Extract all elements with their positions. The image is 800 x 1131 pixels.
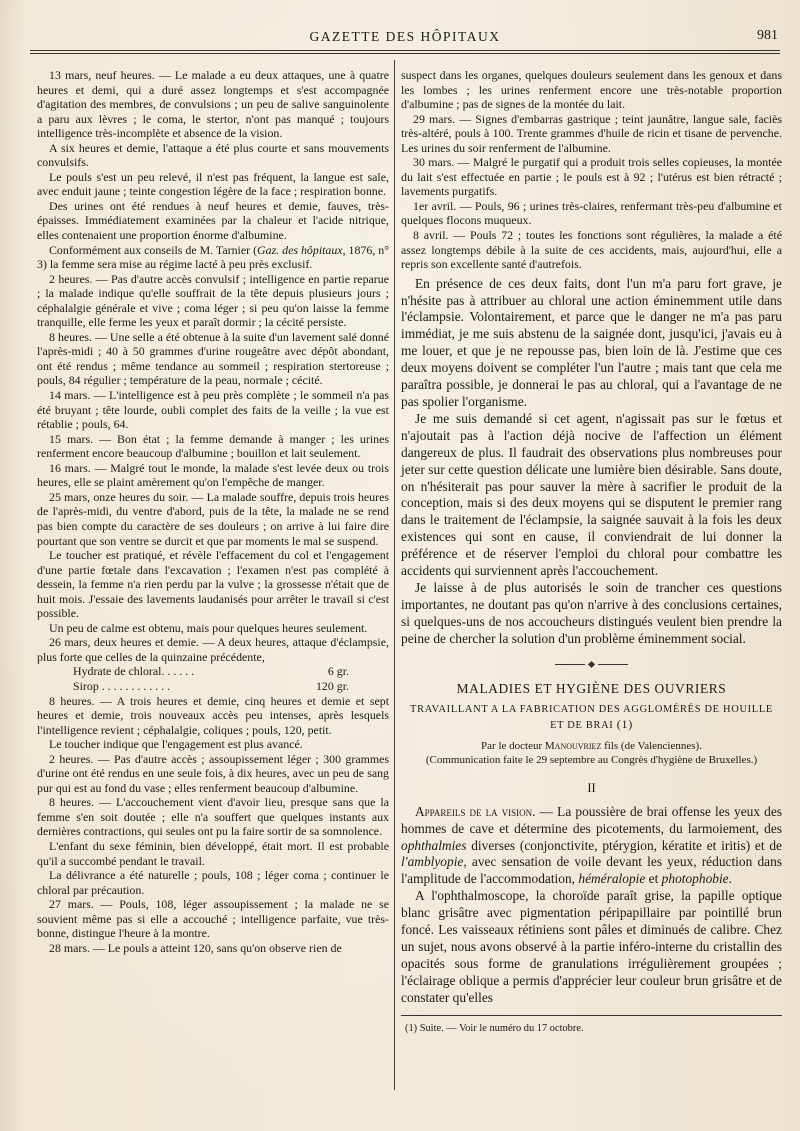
prescription-line	[37, 664, 389, 679]
paragraph-lead: Appareils de la vision.	[415, 803, 536, 819]
term-italic: héméralopie	[578, 871, 646, 887]
paragraph: Des urines ont été rendues à neuf heures et demie, fauves, très-épaisses. Immédiatement examinées par la chaleur et l'acide nitrique, elles contenaient une proportion énorme d'albumine.	[37, 198, 389, 243]
text-run: , avec sensation de voile devant les yeux, réduction dans l'amplitude de l'accommodation,	[401, 854, 782, 887]
paragraph: 1er avril. — Pouls, 96 ; urines très-claires, renfermant très-peu d'albumine et quelques flocons muqueux.	[401, 198, 782, 228]
subtitle-text: TRAVAILLANT A LA FABRICATION DES AGGLOMÉRÉS DE HOUILLE ET DE BRAI	[410, 704, 773, 732]
text-run: et	[645, 871, 662, 887]
right-column	[401, 68, 782, 1035]
left-column	[37, 68, 389, 955]
paragraph	[37, 243, 389, 272]
paragraph: 15 mars. — Bon état ; la femme demande à manger ; les urines renferment encore beaucoup d'albumine ; bouillon et lait seulement.	[37, 431, 389, 461]
paragraph	[401, 804, 782, 889]
footnote-rule	[401, 1015, 782, 1016]
journal-title: GAZETTE DES HÔPITAUX	[309, 29, 501, 44]
term-italic: ophthalmies	[401, 837, 467, 853]
prescription-line	[37, 679, 389, 694]
paragraph: 8 avril. — Pouls 72 ; toutes les fonctions sont régulières, la malade a été assez longtemps débile à la suite de ces accidents, mais, aujourd'hui, elle a repris son excellente santé d'autrefois.	[401, 228, 782, 272]
header-rule-top	[30, 50, 780, 51]
author-name: Manouvriez	[544, 740, 602, 753]
text-run: .	[728, 871, 732, 887]
ornament-line	[598, 664, 628, 665]
paragraph: En présence de ces deux faits, dont l'un m'a paru fort grave, je n'hésite pas à attribuer au chloral une action éminemment utile dans l'éclampsie. Volontairement, et parce que le danger ne m'a pas paru immédiat, je me suis abstenu de la saignée dont, jusqu'ici, j'avais eu à me louer, et que je ne repousse pas, bien loin de là. J'estime que ces deux moyens doivent se compléter l'un l'autre ; mais tant que cela me paraîtra possible, je donnerai le pas au chloral, qui a l'avantage de ne pas spolier l'organisme.	[401, 275, 782, 409]
paragraph: 30 mars. — Malgré le purgatif qui a produit trois selles copieuses, la montée du lait s'est effectuée en partie ; le pouls est à 92 ; l'utérus est bien rétracté ; lavements purgatifs.	[401, 155, 782, 199]
prescription-quantity: 120 gr.	[315, 678, 349, 693]
paragraph: 8 heures. — Une selle a été obtenue à la suite d'un lavement salé donné l'après-midi ; 40 à 50 grammes d'urine rougeâtre avec dépôt abondant, ont été rendus ; même tendance au sommeil ; respiration stertoreuse ; pouls, 84 régulier ; température de la peau, normale ; cécité.	[37, 329, 389, 388]
paragraph: La délivrance a été naturelle ; pouls, 108 ; léger coma ; continuer le chloral par précaution.	[37, 868, 389, 897]
paragraph: Je me suis demandé si cet agent, n'agissait pas sur le fœtus et n'ajoutait pas à l'action déjà nocive de l'affection un élément dangereux de plus. Il faudrait des observations plus nombreuses pour jeter sur cette question délicate une lumière bien désirable. Sans doute, on n'hésiterait pas pour sauver la mère à sacrifier le produit de la conception, mais si des deux moyens qui se disputent le premier rang dans le traitement de l'éclampsie, la saignée sauvait à la fois les deux existences qui sont en cause, il conviendrait de lui donner la préférence et de réserver l'emploi du chloral pour combattre les accidents qui surviennent après l'accouchement.	[401, 410, 782, 579]
term-italic: photophobie	[661, 871, 729, 887]
paragraph: A l'ophthalmoscope, la choroïde paraît grise, la papille optique blanc grisâtre avec pigmentation péripapillaire par pointillé brun foncé. Les vaisseaux rétiniens sont pâles et diminués de calibre. Chez un sujet, nous avons observé à la partie inféro-interne du cristallin des opacités sous forme de granulations irrégulièrement groupées ; l'éclairage oblique a permis d'apprécier leur couleur brun grisâtre et de constater qu'elles	[401, 888, 782, 1005]
article-author	[401, 739, 782, 753]
citation-italic: Gaz. des hôpitaux	[257, 242, 343, 257]
paragraph: Le toucher est pratiqué, et révèle l'effacement du col et l'engagement d'une partie fœtale dans l'excavation ; l'examen n'est pas complété à dessein, la femme n'a rien perdu par la vulve ; la grossesse n'était que de huit mois. J'essaie des lavements laudanisés pour arrêter le travail si c'est possible.	[37, 548, 389, 621]
paragraph: 8 heures. — L'accouchement vient d'avoir lieu, presque sans que la femme s'en soit doutée ; elle n'a souffert que quelques instants aux dernières contractions, qui seules ont pu la faire sortir de sa somnolence.	[37, 795, 389, 839]
paragraph: L'enfant du sexe féminin, bien développé, était mort. Il est probable qu'il a succombé pendant le travail.	[37, 838, 389, 868]
text-run: fils (de Valenciennes).	[601, 740, 702, 753]
paragraph: 25 mars, onze heures du soir. — La malade souffre, depuis trois heures de l'après-midi, du ventre d'abord, puis de la tête, la malade ne se rend pas bien compte du caractère de ses douleurs ; on arrive à lui faire dire pourtant que son ventre se durcit et que par moments le mal se suspend.	[37, 489, 389, 548]
ornament-line	[555, 664, 585, 665]
article-body	[401, 804, 782, 1007]
ornament-diamond	[588, 661, 595, 668]
text-run: Par le docteur	[481, 740, 545, 753]
paragraph: 16 mars. — Malgré tout le monde, la malade s'est levée deux ou trois heures, elle se plaint amèrement qu'on l'empêche de manger.	[37, 460, 389, 490]
column-divider	[394, 60, 395, 1090]
text-run: Conformément aux conseils de M. Tarnier (	[49, 242, 258, 257]
text-run: — La poussière de brai offense les yeux des hommes de cave et détermine des picotements, du larmoiement, des	[401, 803, 782, 836]
section-ornament	[401, 656, 782, 674]
term-italic: l'amblyopie	[401, 854, 464, 870]
footnote: (1) Suite. — Voir le numéro du 17 octobre.	[405, 1022, 584, 1034]
paragraph: 2 heures. — Pas d'autre accès ; assoupissement léger ; 300 grammes d'urine ont été rendus en une seule fois, à dix heures, avec un peu de sang pur qui est au fond du vase ; elles renferment beaucoup d'albumine.	[37, 751, 389, 795]
footnote-marker: (1)	[616, 717, 633, 732]
paragraph: A six heures et demie, l'attaque a été plus courte et sans mouvements convulsifs.	[37, 140, 389, 170]
paragraph: Le pouls s'est un peu relevé, il n'est pas fréquent, la langue est sale, avec enduit jaune ; teinte congestion légère de la face ; respiration bonne.	[37, 169, 389, 199]
prescription-quantity: 6 gr.	[327, 664, 349, 679]
header-rule-bottom	[30, 53, 780, 54]
text-run: , 1876, n° 3) la femme sera mise au régime lacté à peu près exclusif.	[37, 242, 389, 272]
section-number: II	[587, 781, 596, 796]
paragraph: 14 mars. — L'intelligence est à peu près complète ; le sommeil n'a pas été bruyant ; tête lourde, oubli complet des faits de la veille ; la vue est rétablie ; pouls, 64.	[37, 388, 389, 432]
article-subtitle	[405, 702, 778, 733]
prescription-item: Sirop . . . . . . . . . . . .	[73, 678, 171, 693]
conclusion-text	[401, 276, 782, 648]
paragraph: 13 mars, neuf heures. — Le malade a eu deux attaques, une à quatre heures et demi, qui a duré assez longtemps et s'est accompagnée d'agitation des membres, de convulsions ; un peu de salive sanguinolente a paru aux lèvres ; le coma, le stertor, n'ont pas manqué ; toujours intelligence très-incomplète et absence de la vision.	[37, 68, 389, 141]
paragraph: 26 mars, deux heures et demie. — A deux heures, attaque d'éclampsie, plus forte que celles de la quinzaine précédente,	[37, 635, 389, 664]
paragraph: suspect dans les organes, quelques douleurs seulement dans les genoux et dans les lombes ; les urines renferment encore une très-notable proportion d'albumine ; pas de signes de la montée du lait.	[401, 68, 782, 112]
paragraph: Un peu de calme est obtenu, mais pour quelques heures seulement.	[49, 620, 368, 635]
page-header	[30, 20, 780, 48]
text-run: diverses (conjonctivite, ptérygion, kératite et iritis) et de	[466, 837, 782, 853]
paragraph: 8 heures. — A trois heures et demie, cinq heures et demie et sept heures et demie, trois nouveaux accès peu intenses, après lesquels l'intelligence revient ; céphalalgie, coliques ; pouls, 120, petit.	[37, 693, 389, 737]
page-number: 981	[757, 28, 778, 43]
paragraph: 27 mars. — Pouls, 108, léger assoupissement ; la malade ne se souvient même pas si elle a accouché ; intelligence parfaite, vue très-bonne, distingue l'heure à la montre.	[37, 897, 389, 941]
paragraph: 2 heures. — Pas d'autre accès convulsif ; intelligence en partie reparue ; la malade indique qu'elle souffrait de la tête depuis plusieurs jours ; céphalalgie générale et vive ; coma léger ; si peu qu'on laisse la femme tranquille, elle ferme les yeux et paraît dormir ; la cécité persiste.	[37, 271, 389, 330]
paragraph: Je laisse à de plus autorisés le soin de trancher ces questions importantes, ne doutant pas qu'on n'arrive à des conclusions certaines, si quelques-uns de nos accoucheurs distingués veulent bien prendre la peine de chercher la solution d'un problème éminemment social.	[401, 579, 782, 646]
paragraph: 28 mars. — Le pouls a atteint 120, sans qu'on observe rien de	[49, 940, 342, 955]
prescription-item: Hydrate de chloral. . . . . .	[73, 664, 195, 679]
paragraph: Le toucher indique que l'engagement est plus avancé.	[49, 737, 303, 752]
communication-note: (Communication faite le 29 septembre au Congrès d'hygiène de Bruxelles.)	[425, 754, 758, 767]
paragraph: 29 mars. — Signes d'embarras gastrique ; teint jaunâtre, langue sale, faciès très-altéré, pouls à 100. Trente grammes d'huile de ricin et tisane de pervenche. Les urines du soir renferment de l'albumine.	[401, 111, 782, 155]
article-title: MALADIES ET HYGIÈNE DES OUVRIERS	[456, 680, 727, 696]
